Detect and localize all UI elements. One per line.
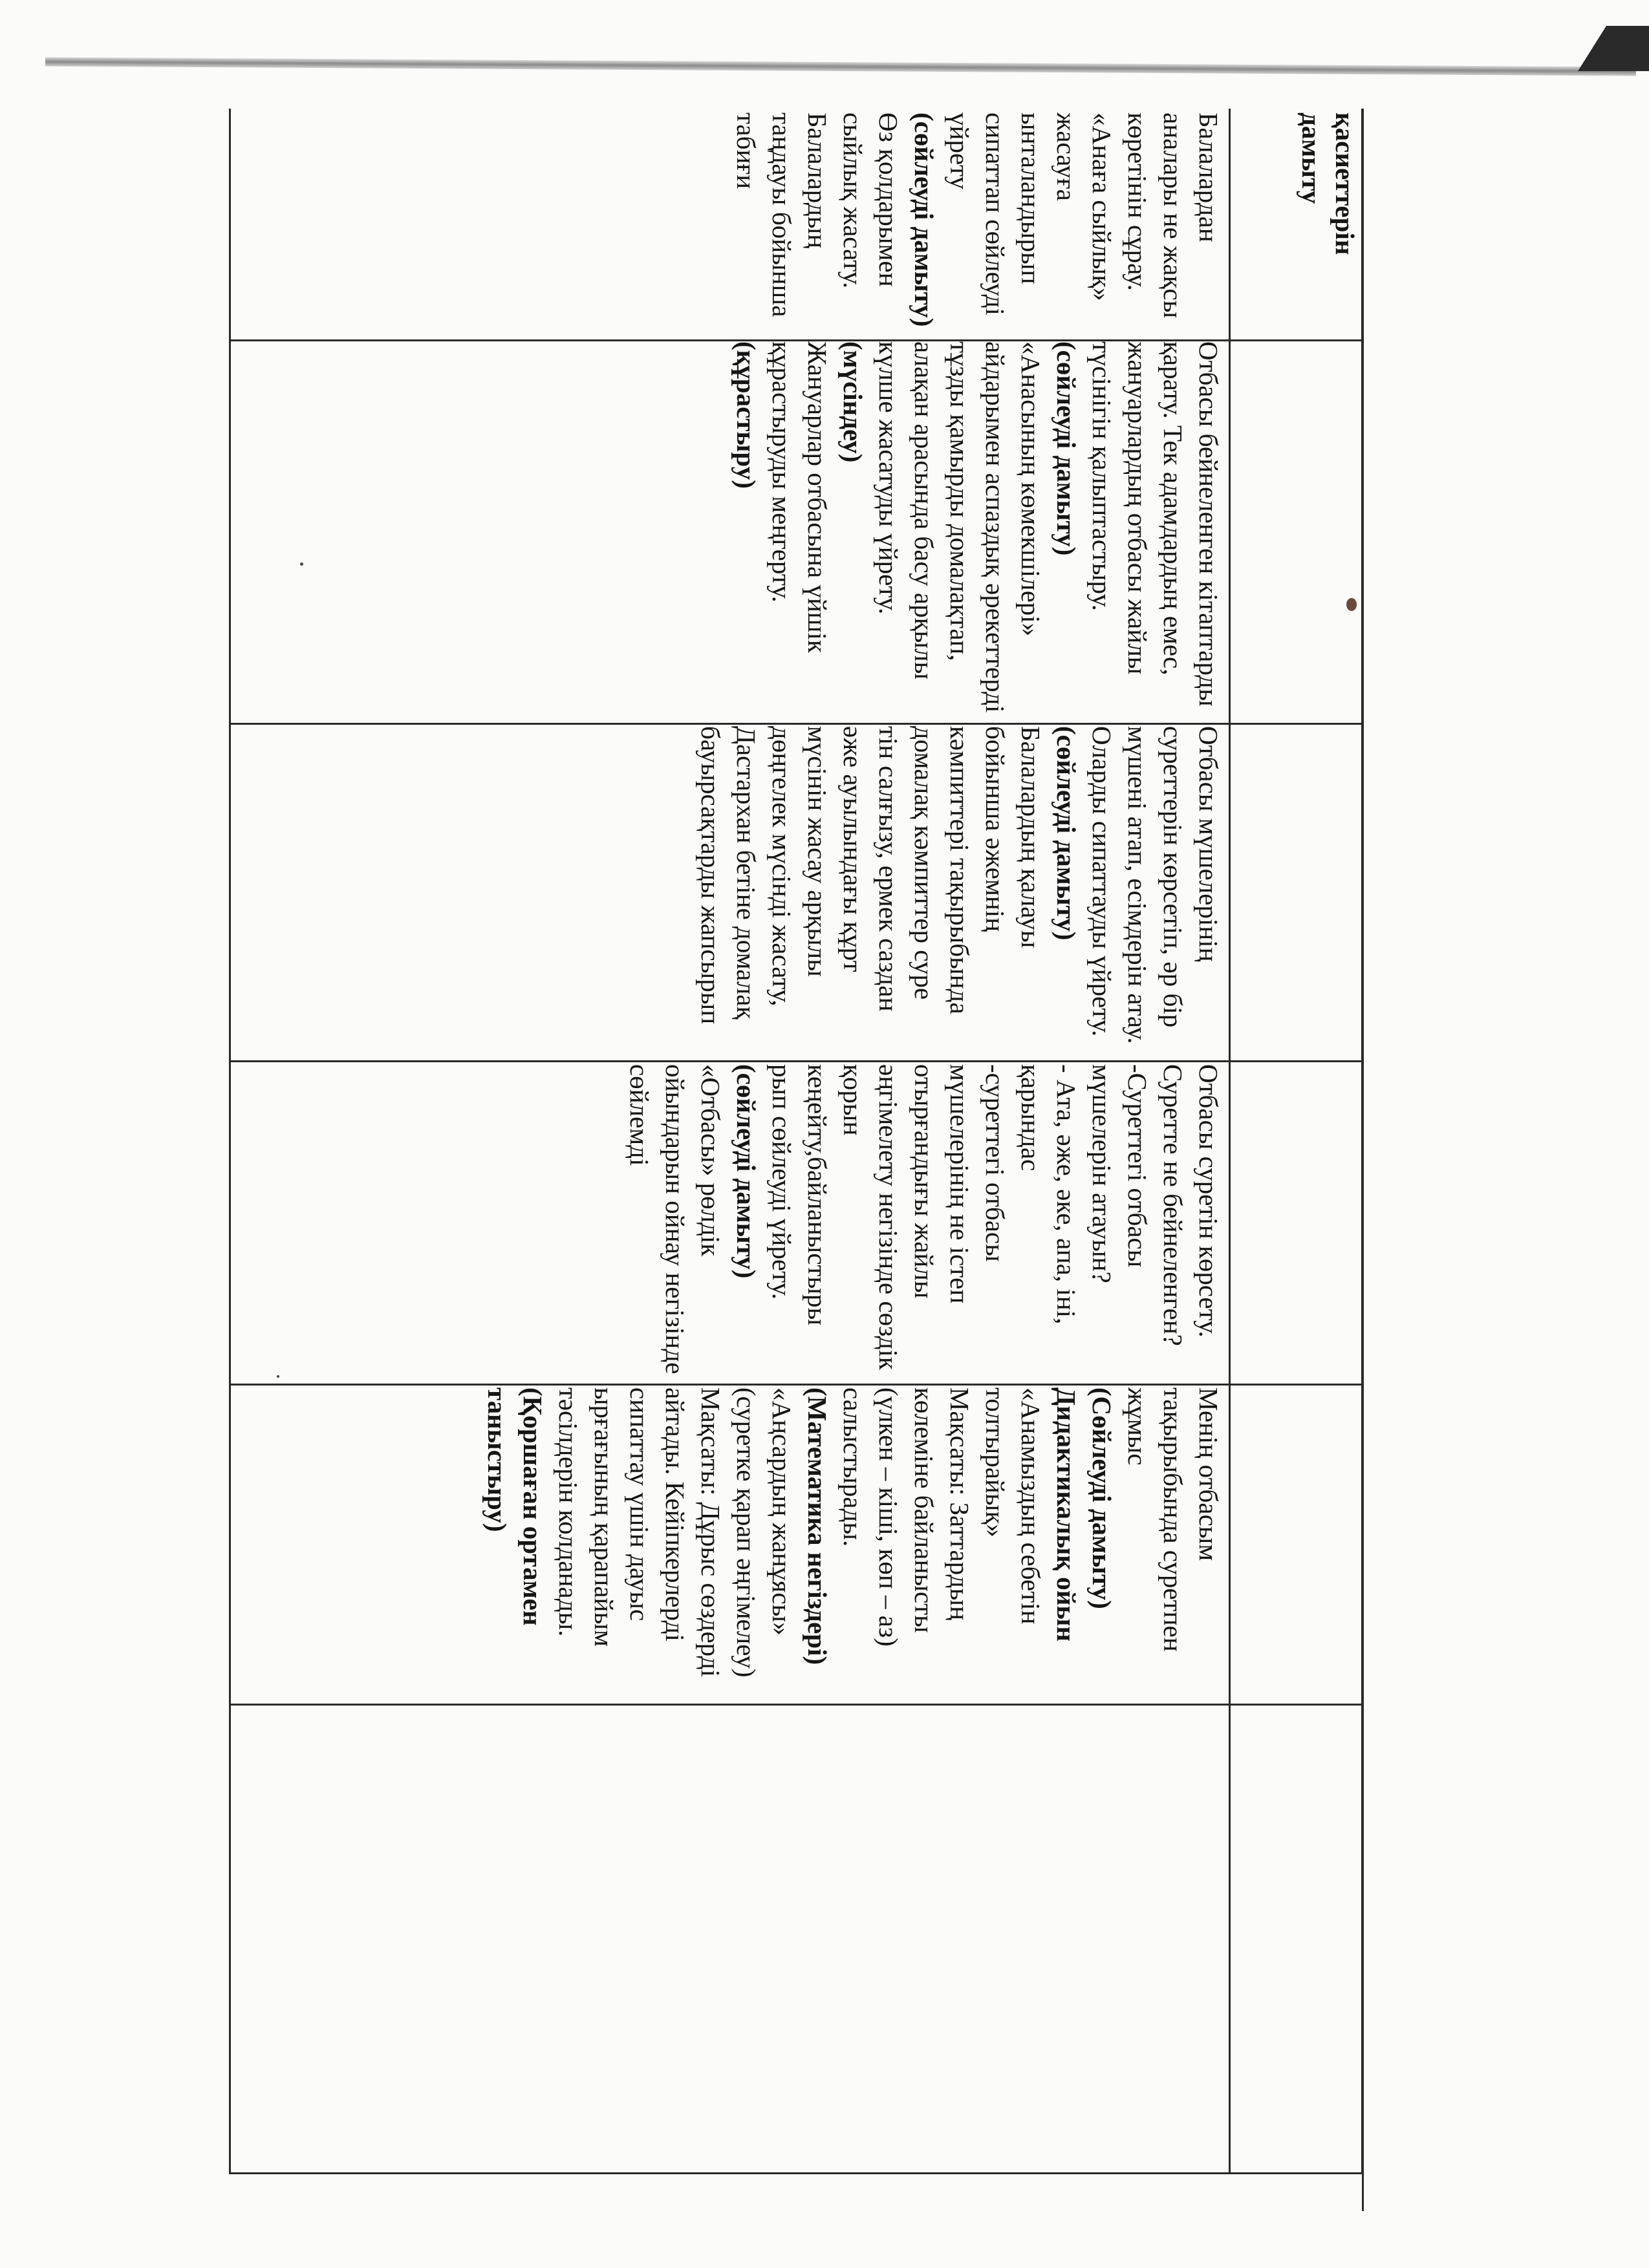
bold-label: (сөйлеуді дамыту): [1051, 341, 1081, 556]
cell-text: - Ата, әже, әке, апа, іні, қарындас: [1016, 1064, 1081, 1325]
document-table: [229, 109, 1366, 2174]
cell-text: Менің отбасым тақырыбында суретпен жұмыс: [1123, 1387, 1223, 1652]
cell-text: Отбасы мүшелерінің суреттерін көрсетіп, әр бір мүшені атап, есімдерін атау.: [1123, 726, 1223, 1044]
cell-day3: [237, 726, 1226, 1056]
scan-top-edge: [45, 57, 1636, 76]
header-cell-qualities: [1239, 112, 1362, 332]
cell-text: «Анасының көмекшілері» айдарымен аспаздық әрекеттерді тұзды қамырды домалақтап, алақан арасында басу арқылы күлше жасатуды үйрету.: [874, 341, 1046, 713]
cell-text: Оларды сипаттауды үйрету.: [1087, 726, 1117, 1037]
cell-text: Суретте не бейнеленген?: [1158, 1064, 1188, 1347]
cell-text: Жануарлар отбасына үйшік құрастыруды меңгерту.: [767, 341, 832, 653]
bold-label: (Сөйлеуді дамыту): [1087, 1387, 1117, 1609]
cell-day5: [237, 112, 1226, 336]
cell-text: тін салғызу, ермек саздан әже ауылындағы құрт мүсінін жасау арқылы дөңгелек мүсінді жасату, Дастархан бетіне домалақ бауырсақтарды жапсырып: [696, 726, 903, 1025]
cell-text: Отбасы суретін көрсету.: [1194, 1064, 1223, 1338]
cell-day4: [237, 341, 1226, 720]
bold-label: (сөйлеуді дамыту): [909, 112, 939, 327]
cell-text: Мақсаты: Заттардың көлеміне байланысты (үлкен – кіші, көп – аз) салыстырады.: [838, 1387, 975, 1647]
cell-text: «Аңсардың жанұясы» (суретке қарап әңгімелеу) Мақсаты: Дұрыс сөздерді айтады. Кейіпкерлерді сипаттау үшін дауыс ырғағының қарапайым тәсілдерін колданады.: [554, 1387, 797, 1678]
cell-text: рып сөйлеуді үйрету.: [767, 1064, 797, 1300]
bold-label: Дидактикалық ойын: [1051, 1387, 1081, 1642]
bold-label: (сөйлеуді дамыту): [1051, 726, 1081, 941]
bold-label: (сөйлеуді дамыту): [731, 1064, 761, 1279]
cell-day2: [237, 1064, 1226, 1381]
cell-text: «Анамыздың себетін толтырайық»: [980, 1387, 1046, 1625]
cell-day1: [237, 1387, 1226, 1707]
cell-text: Балалардан аналары не жақсы көретінін сұрау. «Анаға сыйлық» жасауға ынталандырып сипаттап сөйлеуді үйрету: [945, 112, 1223, 319]
bold-label: (мүсіндеу): [838, 341, 868, 463]
cell-text: -Суреттегі отбасы мүшелерін атауын?: [1087, 1064, 1152, 1283]
cell-text: «Отбасы» рөлдік ойындарын ойнау негізінде сөйлемді: [625, 1064, 726, 1375]
header-text: қасиеттерін дамыту: [1297, 112, 1360, 255]
cell-text: Өз қолдарымен сыйлық жасату. Балалардың таңдауы бойынша табиғи: [731, 112, 903, 317]
cell-text: Отбасы бейнеленген кітаптарды қарату. Тек адамдардың емес, жануарлардың отбасы жайлы түсінігін қалыптастыру.: [1087, 341, 1223, 707]
bold-label: (Математика негіздері): [803, 1387, 832, 1665]
cell-empty: [237, 1711, 1226, 2173]
bold-label: (Қоршаған ортамен таныстыру): [482, 1387, 548, 1626]
cell-text: Балалардың қалауы бойынша әжемнің кәмпиттері тақырыбында домалақ кәмпиттер суре: [909, 726, 1046, 1014]
cell-text: -суреттегі отбасы мүшелерінің не істеп отырғандығы жайлы әңгімелету негізінде сөздік қорын кеңейту,байланыстыры: [803, 1064, 1010, 1370]
scan-corner-shadow: [1578, 26, 1649, 71]
bold-label: (құрастыру): [731, 341, 761, 489]
table-outer-edge: [1362, 2172, 1364, 2211]
